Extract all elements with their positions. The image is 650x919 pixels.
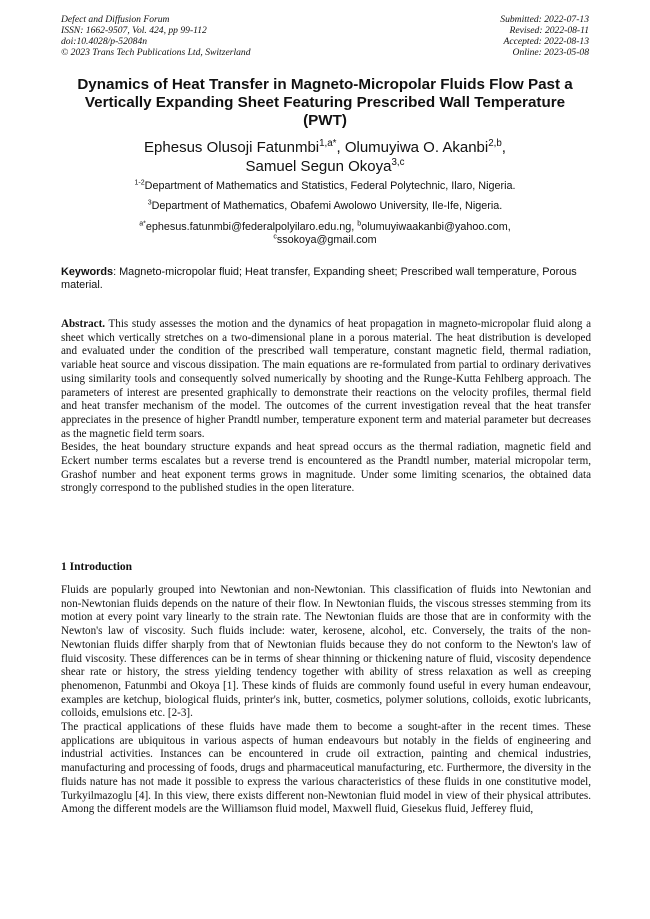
author-name: Olumuyiwa O. Akanbi [344,139,489,156]
abstract-paragraph [61,318,591,441]
title-line-2: Vertically Expanding Sheet Featuring Prescribed Wall Temperature [84,94,566,111]
author-name: Ephesus Olusoji Fatunmbi [144,139,320,156]
date-accepted: Accepted: 2022-08-13 [503,36,589,47]
author-separator: , [336,139,345,156]
author-emails [60,221,590,247]
journal-issn: ISSN: 1662-9507, Vol. 424, pp 99-112 [61,25,207,36]
keywords-label: Keywords [61,266,114,278]
author-name: Samuel Segun Okoya [245,158,392,175]
keywords-text: : Magneto-micropolar fluid; Heat transfer, Expanding sheet; Prescribed wall temperature, Porous material. [61,266,577,291]
journal-info [61,14,251,58]
section-heading: 1 Introduction [61,561,133,573]
author-affiliation-mark: 3,c [391,157,405,168]
introduction-paragraph: Fluids are popularly grouped into Newtonian and non-Newtonian. This classification of fluids into Newtonian and non-Newtonian fluids depends on the nature of their flow. In Newtonian fluids, the viscous stresses stemming from its motion at every point vary linearly to the strain rate. The Newtonian fluids are those that are in conformity with the Newton's law of viscosity. Such fluids include: water, kerosene, alcohol, etc. Conversely, the traits of the non-Newtonian fluids differ sharply from that of Newtonian fluids because they do not conform to the Newton's law of fluid viscosity. These differences can be in terms of shear thinning or thickening nature of fluid, viscosity dependence shear rate or history, the stress yielding tendency together with ability of stress relaxation as well as creeping phenomenon, Fatunmbi and Okoya [1]. These kinds of fluids are commonly found useful in every human endeavour, examples are ketchup, biological fluids, printer's ink, butter, cosmetics, polymer solutions, colloids, exotic lubricants, colloids, emulsions etc. [2-3]. [61,584,591,720]
author-separator: , [501,139,506,156]
introduction-paragraph: The practical applications of these fluids have made them to become a sought-after in the recent times. These applications are ubiquitous in various aspects of human endeavours but notably in the fields of engineering and industrial activities. Instances can be encountered in crude oil extraction, painting and chemical industries, manufacturing and processing of foods, drugs and pharmaceutical manufacturing, etc. Furthermore, the diversity in the fluids nature has not made it possible to express the various characteristics of these fluids in one constitutive model, Turkyilmazoglu [4]. In this view, there exists different non-Newtonian fluid model in view of their physical attributes. Among the different models are the Williamson fluid model, Maxwell fluid, Giesekus fluid, Jefferey fluid, [61,721,591,816]
abstract-text: This study assesses the motion and the dynamics of heat propagation in magneto-micropolar fluid along a sheet which vertically stretches on a two-dimensional plane in a porous material. The heat distribution is developed and evaluated under the condition of the prescribed wall temperature, constant magnetic field, thermal radiation, variable heat source and viscous dissipation. The main equations are re-formulated from partial to ordinary derivatives using similarity tools and consequently solved numerically by shooting and the Runge-Kutta Fehlberg approach. The parameters of interest are presented graphically to demonstrate their reactions on the velocity profiles, thermal field and heat transfer mechanism of the model. The outcomes of the current investigation reveal that the heat transfer appreciates in the presence of higher Prandtl number, temperature exponent term and material parameter but decreases as the magnetic field term soars. [61,318,591,440]
keywords [61,266,591,292]
author-list [60,138,590,176]
journal-doi: doi:10.4028/p-52084n [61,36,148,47]
affiliation-1 [60,180,590,193]
journal-copyright: © 2023 Trans Tech Publications Ltd, Switzerland [61,47,251,58]
journal-name: Defect and Diffusion Forum [61,14,170,25]
abstract-paragraph: Besides, the heat boundary structure expands and heat spread occurs as the thermal radiation, magnetic field and Eckert number terms escalates but a reverse trend is encountered as the Prandtl number, material micropolar term, Grashof number and heat exponent terms grows in magnitude. Under some limiting scenarios, the obtained data strongly correspond to the published studies in the open literature. [61,441,591,495]
affiliation-mark: 3 [147,199,152,207]
affiliation-mark: 1-2 [134,179,145,187]
affiliation-text: Department of Mathematics and Statistics, Federal Polytechnic, Ilaro, Nigeria. [144,180,516,192]
email-mark: c [273,233,277,241]
title-line-3: (PWT) [303,112,347,129]
date-online: Online: 2023-05-08 [512,47,589,58]
abstract [61,318,591,496]
affiliation-2 [60,200,590,213]
email-link[interactable]: olumuyiwaakanbi@yahoo.com, [361,221,511,233]
date-revised: Revised: 2022-08-11 [509,25,589,36]
title-line-1: Dynamics of Heat Transfer in Magneto-Micropolar Fluids Flow Past a [77,76,573,93]
date-submitted: Submitted: 2022-07-13 [500,14,589,25]
author-affiliation-mark: 1,a* [319,138,337,149]
author-affiliation-mark: 2,b [488,138,502,149]
abstract-label: Abstract. [61,318,106,330]
affiliation-text: Department of Mathematics, Obafemi Awolowo University, Ile-Ife, Nigeria. [151,200,503,212]
email-link[interactable]: ssokoya@gmail.com [276,234,377,246]
publication-dates [500,14,589,58]
email-mark: a* [139,220,146,228]
introduction-body [61,584,591,817]
paper-title [60,76,590,130]
email-mark: b [357,220,362,228]
email-link[interactable]: ephesus.fatunmbi@federalpolyilaro.edu.ng, [145,221,358,233]
